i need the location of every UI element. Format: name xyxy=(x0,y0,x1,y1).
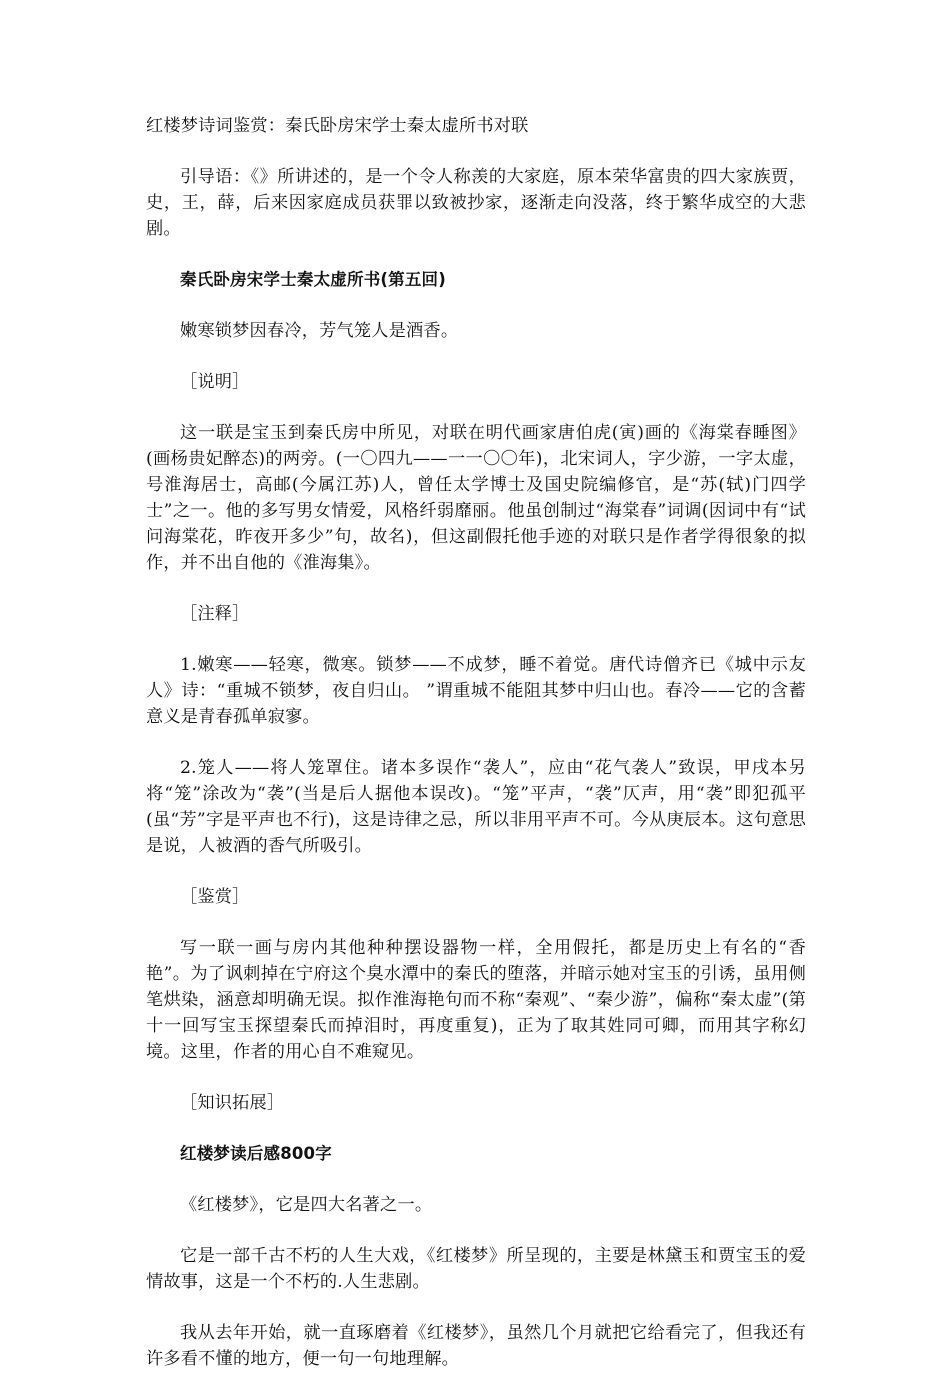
appreciate-paragraph: 写一联一画与房内其他种种摆设器物一样，全用假托，都是历史上有名的“香艳”。为了讽刺掉在宁府这个臭水潭中的秦氏的堕落，并暗示她对宝玉的引诱，虽用侧笔烘染，涵意却明确无误。拟作淮海艳句而不称“秦观”、“秦少游”，偏称“秦太虚”(第十一回写宝玉探望秦氏而掉泪时，再度重复)，正为了取其姓同可卿，而用其字称幻境。这里，作者的用心自不难窥见。 xyxy=(146,938,806,1062)
label-explain: ［说明］ xyxy=(180,372,250,392)
note-2-paragraph: 2.笼人——将人笼罩住。诸本多误作“袭人”，应由“花气袭人”致误，甲戌本另将“笼”涂改为“袭”(当是后人据他本误改)。“笼”平声，“袭”仄声，用“袭”即犯孤平(虽“芳”字是平声也不行)，这是诗律之忌，所以非用平声不可。今从庚辰本。这句意思是说，人被酒的香气所吸引。 xyxy=(146,758,806,856)
label-appreciate: ［鉴赏］ xyxy=(180,887,250,907)
explain-paragraph: 这一联是宝玉到秦氏房中所见，对联在明代画家唐伯虎(寅)画的《海棠春睡图》(画杨贵妃醉态)的两旁。(一〇四九——一一〇〇年)，北宋词人，字少游，一字太虚，号淮海居士，高邮(今属江苏)人，曾任太学博士及国史院编修官，是“苏(轼)门四学士”之一。他的多写男女情爱，风格纤弱靡丽。他虽创制过“海棠春”词调(因词中有“试问海棠花，昨夜开多少”句，故名)，但这副假托他手迹的对联只是作者学得很象的拟作，并不出自他的《淮海集》。 xyxy=(146,423,806,573)
label-extension: ［知识拓展］ xyxy=(180,1093,285,1113)
essay-heading: 红楼梦读后感800字 xyxy=(180,1144,332,1163)
essay-paragraph-2: 它是一部千古不朽的人生大戏，《红楼梦》所呈现的，主要是林黛玉和贾宝玉的爱情故事，这是一个不朽的.人生悲剧。 xyxy=(146,1246,806,1292)
intro-paragraph: 引导语：《》所讲述的，是一个令人称羡的大家庭，原本荣华富贵的四大家族贾，史，王，薛，后来因家庭成员获罪以致被抄家，逐渐走向没落，终于繁华成空的大悲剧。 xyxy=(146,167,806,239)
document-page xyxy=(146,113,806,1397)
couplet-text: 嫩寒锁梦因春冷，芳气笼人是酒香。 xyxy=(180,321,459,341)
label-notes: ［注释］ xyxy=(180,604,250,624)
section-heading: 秦氏卧房宋学士秦太虚所书(第五回) xyxy=(180,270,446,289)
essay-paragraph-3: 我从去年开始，就一直琢磨着《红楼梦》，虽然几个月就把它给看完了，但我还有许多看不懂的地方，便一句一句地理解。 xyxy=(146,1323,806,1369)
note-1-paragraph: 1.嫩寒——轻寒，微寒。锁梦——不成梦，睡不着觉。唐代诗僧齐已《城中示友人》诗：“重城不锁梦，夜自归山。 ”谓重城不能阻其梦中归山也。春冷——它的含蓄意义是青春孤单寂寥。 xyxy=(146,655,806,727)
document-title: 红楼梦诗词鉴赏：秦氏卧房宋学士秦太虚所书对联 xyxy=(146,116,529,136)
essay-paragraph-1: 《红楼梦》，它是四大名著之一。 xyxy=(180,1195,433,1215)
